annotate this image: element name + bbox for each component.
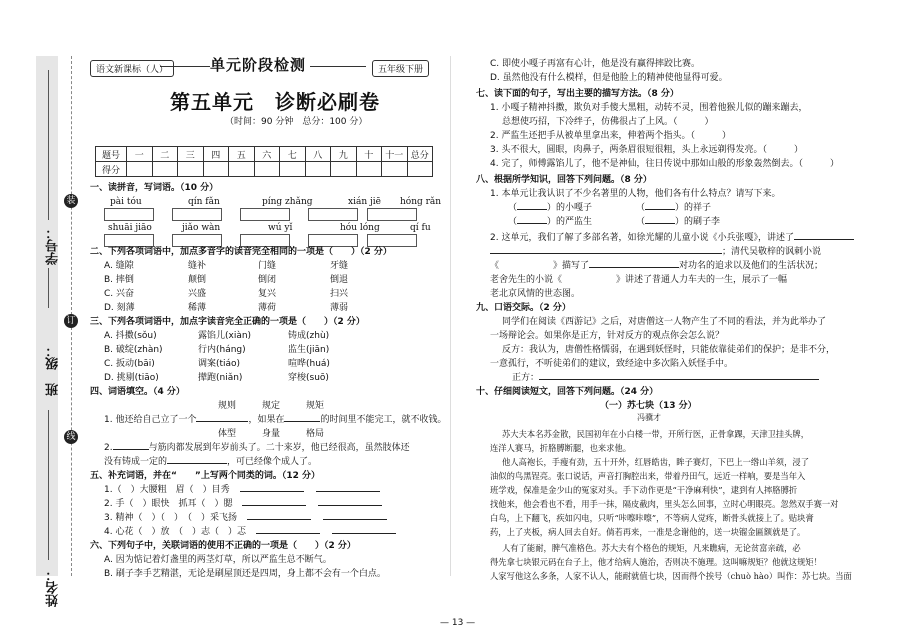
table-cell: 二	[152, 147, 178, 162]
table-cell: 四	[203, 147, 229, 162]
score-input-cell[interactable]	[382, 162, 408, 177]
q2-option-d[interactable]: D. 刻薄	[104, 303, 135, 313]
question-6-heading: 六、下列句子中，关联词语的使用不正确的一项是（ ）（2 分）	[90, 541, 356, 551]
header-rule-right	[310, 66, 366, 67]
q2-option-c[interactable]: C. 兴奋	[104, 289, 135, 299]
q5-row-3: 3. 精神（ ）（ ） （ ）采飞扬	[104, 512, 387, 524]
q7-item-2[interactable]: 2. 严监生还把手从被单里拿出来，伸着两个指头。（ ）	[490, 131, 731, 141]
table-cell: 九	[331, 147, 357, 162]
passage-line: 苏大夫本名苏金散，民国初年在小白楼一带，开所行医，正骨拿踝，天津卫挂头牌，	[502, 429, 809, 439]
q8-item-2: 2. 这单元，我们了解了多部名著，如徐光耀的儿童小说《小兵张嘎》，讲述了	[490, 232, 854, 244]
pinyin-2-5: qí fu	[410, 223, 431, 233]
q6-option-d[interactable]: D. 虽然他没有什么模样，但是他脸上的精神使他显得可爱。	[490, 73, 728, 83]
q3-word: 行内(háng)	[198, 345, 246, 355]
q2-word: 稀薄	[188, 303, 207, 313]
passage-line: 人有了能耐，脾气准格色。苏大夫有个格色的规矩，凡来瞧病，无论贫富亲疏，必	[502, 543, 801, 553]
q8-item-2e: 老舍先生的小说《 》讲述了普通人力车夫的一生，展示了一幅	[490, 275, 788, 285]
q7-item-3[interactable]: 3. 头不很大，圆眼，肉鼻子，两条眉很短很粗，头上永远剃得发亮。（ ）	[490, 145, 803, 155]
q3-word: 穿梭(suō)	[288, 373, 329, 383]
q2-word: 兴盛	[188, 289, 207, 299]
q2-word: 颠倒	[188, 275, 207, 285]
q7-item-1: 1. 小嘎子精神抖擞，欺负对手傻大黑粗，动转不灵，围着他猴儿似的蹦来蹦去，	[490, 103, 808, 113]
score-input-cell[interactable]	[203, 162, 229, 177]
table-cell: 五	[229, 147, 255, 162]
q9-paragraph-2: 一场辩论会。如果你是正方，针对反方的观点你会怎么说？	[490, 331, 725, 341]
q3-option-b[interactable]: B. 破绽(zhàn)	[104, 345, 163, 355]
q8-char-row-1b: （ ）的祥子	[636, 203, 712, 213]
q2-word: 薄荷	[258, 303, 277, 313]
q4-word: 身量	[262, 429, 281, 439]
name-label: 姓名：	[46, 568, 61, 607]
q3-word: 撵跑(niǎn)	[198, 373, 243, 383]
q9-paragraph-1: 同学们在阅读《西游记》之后，对唐僧这一人物产生了不同的看法，并为此举办了	[502, 317, 827, 327]
question-1-heading: 一、读拼音，写词语。（10 分）	[90, 183, 219, 193]
score-input-cell[interactable]	[127, 162, 153, 177]
q3-option-c[interactable]: C. 扳动(bāi)	[104, 359, 155, 369]
q7-item-1b[interactable]: 总想使巧招，下冷绊子，仿佛很占了上风。（ ）	[502, 117, 714, 127]
q9-paragraph-3: 反方：我认为，唐僧性格懦弱，在遇到妖怪时，只能依靠徒弟们的保护；是非不分，	[502, 345, 836, 355]
exam-info: （时间：90 分钟 总分：100 分）	[225, 117, 368, 127]
score-input-cell[interactable]	[178, 162, 204, 177]
score-table-header-row	[96, 147, 433, 162]
q8-item-2b: ；清代吴敬梓的讽刺小说	[490, 246, 821, 258]
question-2-heading: 二、下列各项词语中，加点多音字的读音完全相同的一项是（ ）（2 分）	[90, 247, 392, 257]
passage-line: 找他来，他会看也不看，用手一抹，隔皮截肉，里头怎么回事，立时心明眼亮。忽然双手赛一对	[490, 499, 839, 509]
score-input-cell[interactable]	[280, 162, 306, 177]
q9-answer: 正方：	[512, 372, 819, 384]
pinyin-2-3: wú yǐ	[268, 223, 293, 233]
passage-line: 连洋人赛马，折胳膊断腿，也来求他。	[490, 443, 632, 453]
page-number: — 13 —	[440, 618, 476, 628]
passage-line: 班学戏，保准是金少山的冤家对头。手下动作更是“干净麻利快”，逮到有人摔胳膊折	[490, 485, 798, 495]
page-title: 第五单元 诊断必刷卷	[170, 90, 380, 114]
answer-boxes-row-1[interactable]	[104, 208, 417, 221]
q2-word: 复兴	[258, 289, 277, 299]
q8-item-1: 1. 本单元让我认识了不少名著里的人物，他们各有什么特点？请写下来。	[490, 189, 781, 199]
q8-char-row-2: （ ）的严监生	[508, 217, 593, 227]
header-rule-left	[160, 66, 210, 67]
q4-word: 体型	[218, 429, 237, 439]
q4-word: 规定	[262, 401, 281, 411]
passage-line: 得先拿七块银元码在台子上，他才给病人施治，否则决不施理。这叫嘛规矩？他就这规矩！	[490, 557, 822, 567]
binding-strip	[36, 56, 58, 576]
q2-option-a[interactable]: A. 缝隙	[104, 261, 134, 271]
question-7-heading: 七、读下面的句子，写出主要的描写方法。（8 分）	[476, 89, 679, 99]
q3-word: 露馅儿(xiàn)	[198, 331, 252, 341]
q5-row-1: 1.（ ）大腰粗 眉（ ）目秀	[104, 484, 380, 496]
q6-option-c[interactable]: C. 即使小嘎子再富有心计，他是没有赢得摔跤比赛。	[490, 59, 701, 69]
q4-blank[interactable]	[284, 421, 320, 422]
table-cell: 六	[254, 147, 280, 162]
score-input-cell[interactable]	[152, 162, 178, 177]
q3-word: 调案(tiáo)	[198, 359, 241, 369]
q4-blank[interactable]	[196, 421, 248, 422]
pinyin-1-4: xián jiē	[348, 197, 381, 207]
q2-word: 倒退	[330, 275, 349, 285]
column-divider	[450, 56, 451, 576]
q5-row-4: 4. 心花（ ）放 （ ）志（ ）忑	[104, 526, 396, 538]
q4-blank[interactable]	[113, 449, 149, 450]
passage-line: 人家写他这么多条，人家不认人，能耐就值七块，因而得个挨号（chuò hào）叫作：苏七块。当面	[490, 571, 852, 581]
q2-option-b[interactable]: B. 摔倒	[104, 275, 134, 285]
binding-mark-ding: 订	[64, 314, 78, 328]
name-line	[48, 410, 49, 560]
q2-word: 薄弱	[330, 303, 349, 313]
passage-title: （一）苏七块（13 分）	[600, 401, 697, 411]
q9-answer-line[interactable]	[539, 379, 819, 380]
q4-word: 规则	[218, 401, 237, 411]
score-input-cell[interactable]	[305, 162, 331, 177]
question-9-heading: 九、口语交际。（2 分）	[476, 303, 571, 313]
pinyin-1-2: qín fǎn	[188, 197, 220, 207]
question-10-heading: 十、仔细阅读短文，回答下列问题。（24 分）	[476, 387, 659, 397]
passage-line: 白鸟，上下翻飞，疾如闪电，只听“咔嚓咔嚓”，不等病人觉疼，断骨头就接上了。贴块膏	[490, 513, 814, 523]
binding-mark-xian: 线	[64, 430, 78, 444]
header-title: 单元阶段检测	[210, 56, 307, 74]
q8-item-2f: 老北京风情的世态图。	[490, 289, 581, 299]
q6-option-a[interactable]: A. 因为惦记着灯盏里的两茎灯草，所以严监生总不断气。	[104, 555, 332, 565]
table-cell: 得分	[96, 162, 127, 177]
grade-tag: 五年级下册	[372, 60, 429, 77]
q7-item-4[interactable]: 4. 完了，师傅露馅儿了，他不是神仙，往日传说中那如山般的形象轰然倒去。（ ）	[490, 159, 839, 169]
table-cell: 总分	[407, 147, 433, 162]
q3-option-d[interactable]: D. 挑剔(tiāo)	[104, 373, 159, 383]
q2-word: 扫兴	[330, 289, 349, 299]
q4-sentence-2b: 没有铸成一定的 ，可已经像个成人了。	[104, 457, 318, 467]
q8-item-2c: 《 》描写了 对功名的追求以及他们的生活状况；	[490, 261, 824, 271]
pinyin-2-2: jiǎo wàn	[182, 223, 221, 233]
q4-word: 规矩	[306, 401, 325, 411]
table-cell: 题号	[96, 147, 127, 162]
score-input-cell[interactable]	[254, 162, 280, 177]
q4-sentence-2: 2. 与筋肉都发展到年岁前头了。二十来岁，他已经很高，虽然肢体还	[104, 443, 410, 453]
score-input-cell[interactable]	[356, 162, 382, 177]
question-8-heading: 八、根据所学知识，回答下列问题。（8 分）	[476, 175, 652, 185]
q2-word: 倒闭	[258, 275, 277, 285]
q3-word: 喧哗(huá)	[288, 359, 330, 369]
pinyin-2-1: shuāi jiāo	[108, 223, 152, 233]
q4-blank[interactable]	[167, 463, 227, 464]
edition-tag: 语文新课标（人）	[90, 60, 174, 77]
q6-option-b[interactable]: B. 刷子李手艺精湛，无论是刷屋顶还是四周，身上都不会有一个白点。	[104, 569, 386, 579]
class-label: 班 级：	[46, 344, 61, 396]
q4-sentence-1: 1. 他还给自己立了一个 ，如果在 的时间里不能完工，就不收钱。	[104, 415, 447, 425]
question-3-heading: 三、下列各项词语中，加点字读音完全正确的一项是（ ）（2 分）	[90, 317, 365, 327]
q2-word: 门缝	[258, 261, 277, 271]
q2-word: 缝补	[188, 261, 207, 271]
q4-word: 格局	[306, 429, 325, 439]
table-cell: 十	[356, 147, 382, 162]
table-cell: 七	[280, 147, 306, 162]
table-cell: 十一	[382, 147, 408, 162]
q3-word: 监生(jiān)	[288, 345, 330, 355]
score-table	[95, 146, 433, 177]
passage-line: 油似的鸟黑锃亮。张口说话，声音打胸腔出来，带着丹田气，远近一样响，要是当年入	[490, 471, 806, 481]
table-cell: 一	[127, 147, 153, 162]
q8-char-row-2b: （ ）的刷子李	[636, 217, 721, 227]
question-4-heading: 四、词语填空。（4 分）	[90, 387, 185, 397]
class-line-1	[48, 268, 49, 308]
score-input-cell[interactable]	[331, 162, 357, 177]
student-id-line	[48, 70, 49, 220]
pinyin-2-4: hóu lóng	[340, 223, 380, 233]
passage-line: 他人高袍长，手瘦有劲，五十开外，红唇皓齿，眸子赛灯，下巴上一绺山羊须，浸了	[502, 457, 809, 467]
score-table-score-row	[96, 162, 433, 177]
question-5-heading: 五、补充词语，并在“ ”上写两个同类的词。（12 分）	[90, 471, 320, 481]
q3-option-a[interactable]: A. 抖擞(sǒu)	[104, 331, 157, 341]
q8-char-row-1: （ ）的小嘎子	[508, 203, 593, 213]
passage-author: 冯骥才	[637, 413, 661, 422]
q9-paragraph-4: 一意孤行，不听徒弟们的建议，致经途中多次陷入妖怪手中。	[490, 359, 734, 369]
q2-word: 牙缝	[330, 261, 349, 271]
table-cell: 八	[305, 147, 331, 162]
score-input-cell[interactable]	[407, 162, 433, 177]
pinyin-1-1: pài tóu	[110, 197, 142, 207]
q5-row-2: 2. 手（ ）眼快 抓耳（ ）腮	[104, 498, 382, 510]
score-input-cell[interactable]	[229, 162, 255, 177]
table-cell: 三	[178, 147, 204, 162]
student-id-label: 学号：	[46, 226, 61, 265]
passage-line: 药，上了夹板，病人回去自好。倘若再来，一准是念谢他的，送一块镏金匾额就是了。	[490, 527, 806, 537]
q3-word: 铸成(zhù)	[288, 331, 330, 341]
pinyin-1-3: píng zhǎng	[262, 197, 313, 207]
binding-mark-zhuang: 装	[64, 194, 78, 208]
pinyin-1-5: hóng rǎn	[400, 197, 442, 207]
